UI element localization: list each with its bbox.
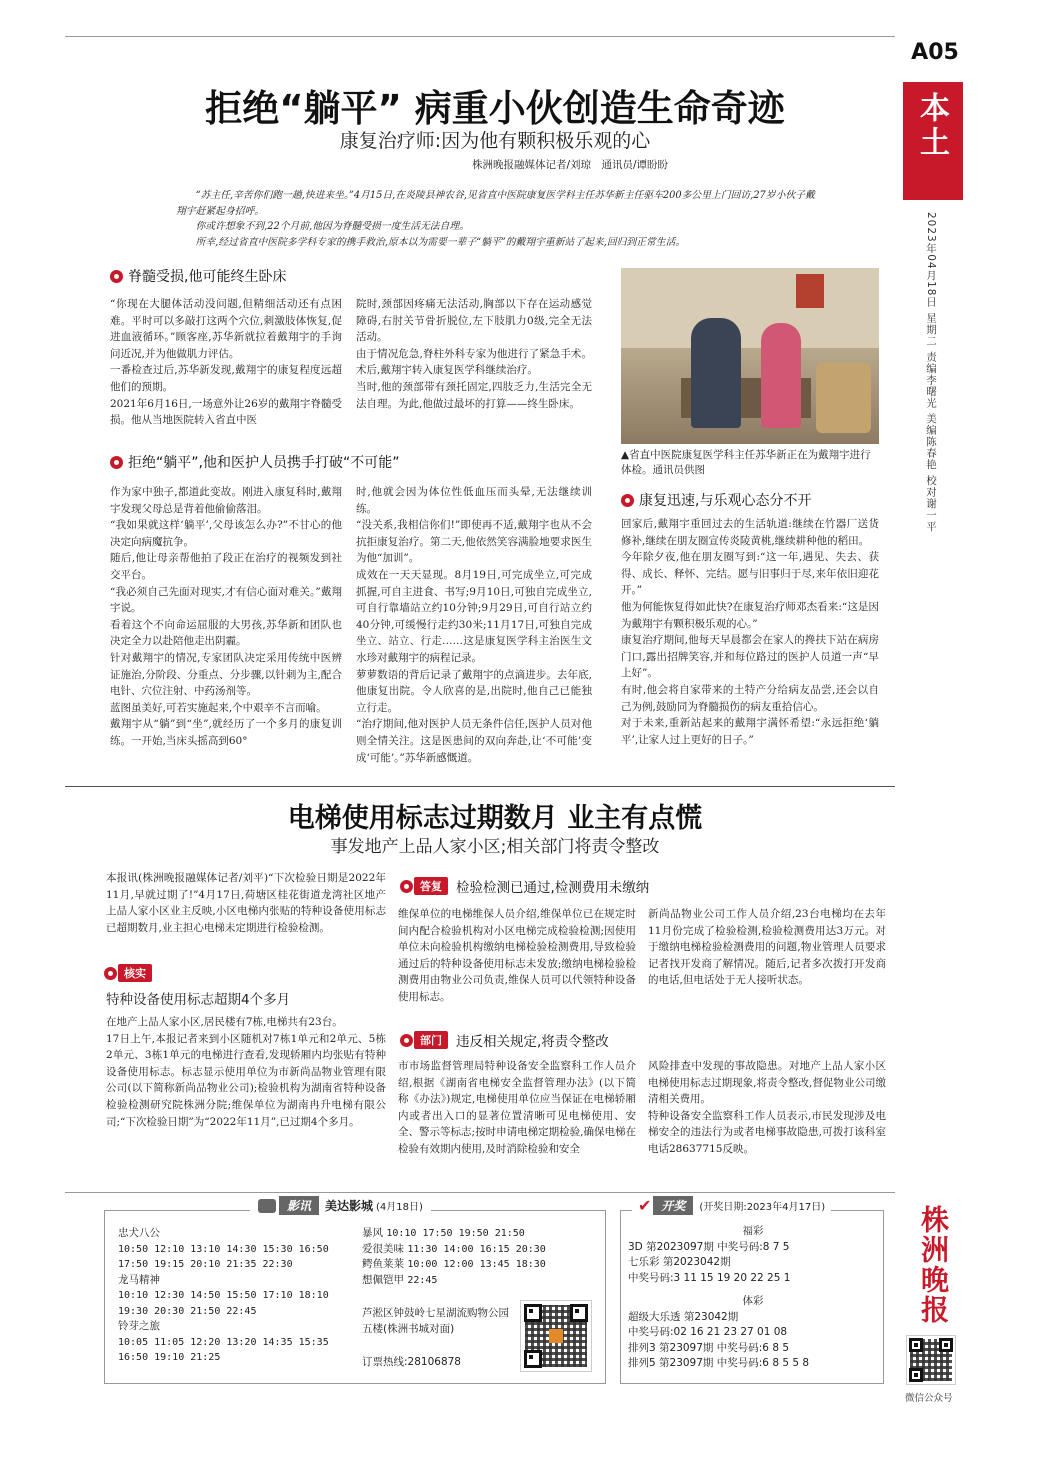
photo-chair: [816, 363, 871, 433]
movie-title: 鳄鱼莱莱: [362, 1258, 404, 1270]
lottery-date: (开奖日期:2023年4月17日): [699, 1202, 826, 1213]
qr-finder: [909, 1368, 923, 1382]
page-number: A05: [911, 40, 959, 65]
cinema-left-list: [118, 1226, 358, 1366]
cinema-name: 美达影城: [325, 1199, 374, 1213]
cinema-hotline: 订票热线:28106878: [362, 1356, 461, 1368]
qr-center-logo: [549, 1329, 563, 1343]
verify-tag: 核实: [118, 964, 152, 982]
movie-row: [362, 1242, 598, 1258]
reply-col1: 维保单位的电梯维保人员介绍,维保单位已在规定时间内配合检验机构对小区电梯完成检验检测;因使用单位未向检验机构缴纳电梯检验检测费用,导致检验通过后的特种设备使用标志未发放;缴纳电梯检验检测费用由物业公司负责,维保人员可以代领特种设备使用标志。: [398, 908, 636, 1003]
qr-finder: [524, 1304, 542, 1322]
wechat-label: 微信公众号: [905, 1393, 953, 1404]
article1-photo: [621, 268, 879, 444]
bullet-icon: [400, 880, 413, 893]
article2-headline: 电梯使用标志过期数月 业主有点慌: [287, 803, 703, 834]
lead-paragraph: 所幸,经过省直中医院多学科专家的携手救治,原本以为需要一辈子“躺平”的戴翔宇重新站了起来,回归到正常生活。: [195, 236, 686, 248]
photo-caption: ▲省直中医院康复医学科主任苏华新正在为戴翔宇进行体检。通讯员供图: [621, 449, 871, 476]
bullet-icon: [104, 967, 117, 980]
article1-headline: 拒绝“躺平” 病重小伙创造生命奇迹: [205, 87, 785, 130]
movie-times: 10:10 12:30 14:50 15:50 17:10 18:10 19:30 20:30 21:50 22:45: [118, 1290, 329, 1317]
lead-paragraph: “苏主任,辛苦你们跑一趟,快进来坐。”4月15日,在炎陵县神农谷,见省直中医院康复医学科主任苏华新主任驱车200多公里上门回访,27岁小伙子戴翔宇赶紧起身招呼。: [176, 190, 815, 217]
lottery-line: 排列3 第23097期 中奖号码:6 8 5: [628, 1341, 790, 1354]
movie-row: [362, 1257, 598, 1273]
photo-person-left: [691, 318, 741, 428]
welfare-title: 福彩: [742, 1225, 764, 1237]
lottery-line: 七乐彩 第2023042期: [628, 1256, 731, 1268]
section2-heading: [110, 452, 399, 472]
section-label: 本土: [914, 92, 949, 160]
qr-finder: [939, 1338, 953, 1352]
section1-col1: “你现在大腿体活动没问题,但精细活动还有点困难。平时可以多敲打这两个穴位,刺激肢体恢复,促进血液循环。”顾客座,苏华新就拉着戴翔宇的手询问近况,并为他做肌力评估。 一番检查过后,苏华新发现,戴翔宇的康复程度远超他们的预期。 2021年6月16日,一场意外让26岁的戴翔宇脊髓受损。他从当地医院转入省直中医: [110, 298, 342, 427]
verify-title: 特种设备使用标志超期4个多月: [106, 992, 291, 1008]
photo-poster: [796, 274, 824, 308]
dept-col1: 市市场监督管理局特种设备安全监察科工作人员介绍,根据《湖南省电梯安全监督管理办法》(以下简称《办法》)规定,电梯使用单位应当保证在电梯轿厢内或者出入口的显著位置清晰可见电梯使用、安全、警示等标志;按时申请电梯定期检验,确保电梯在检验有效期内使用,及时消除检验和安全: [398, 1060, 636, 1155]
bullet-icon: [400, 1034, 413, 1047]
wechat-qr-code: [906, 1335, 956, 1385]
movie-title: 爱很美味: [362, 1242, 404, 1255]
edition-info: 2023年04月18日 星期二 责编李曙光 美编陈春艳 校对谢一平: [925, 212, 937, 533]
article1-byline: 株洲晚报融媒体记者/刘琼 通讯员/谭盼盼: [471, 159, 669, 171]
dept-title: 违反相关规定,将责令整改: [456, 1034, 609, 1050]
movie-times: 10:10 17:50 19:50 21:50: [386, 1228, 525, 1239]
section1-heading: [110, 266, 286, 286]
lottery-line: 超级大乐透 第23042期: [628, 1310, 739, 1323]
qr-finder: [524, 1350, 542, 1368]
lottery-line: 3D 第2023097期 中奖号码:8 7 5: [628, 1240, 790, 1253]
section2-title: 拒绝“躺平”,他和医护人员携手打破“不可能”: [128, 455, 400, 471]
lottery-line: 中奖号码:02 16 21 23 27 01 08: [628, 1326, 788, 1338]
dept-col2: 风险排查中发现的事故隐患。对地产上品人家小区电梯使用标志过期现象,将责令整改,督促物业公司缴清相关费用。 特种设备安全监察科工作人员表示,市民发现涉及电梯安全的违法行为或者电梯事故隐患,可拨打该科室电话28637715反映。: [648, 1060, 886, 1155]
lead-paragraph: 你或许想象不到,22个月前,他因为脊髓受损一度生活无法自理。: [195, 221, 470, 233]
cinema-badge: 影讯: [279, 1196, 319, 1215]
paper-logo: 株洲晚报: [917, 1205, 950, 1325]
qr-finder: [570, 1304, 588, 1322]
verify-heading: [104, 964, 160, 982]
movie-title: 暴风: [362, 1227, 383, 1239]
lottery-badge: 开奖: [653, 1196, 693, 1215]
lottery-line: 中奖号码:3 11 15 19 20 22 25 1: [628, 1271, 791, 1284]
movie-times: 10:50 12:10 13:10 14:30 15:30 16:50 17:50 19:15 20:10 21:35 22:30: [118, 1243, 329, 1270]
welfare-lottery: [628, 1224, 878, 1286]
cinema-date: (4月18日): [376, 1202, 423, 1213]
photo-wall: [621, 268, 879, 348]
movie-times: 10:00 12:00 13:45 18:30: [407, 1259, 546, 1270]
section3-title: 康复迅速,与乐观心态分不开: [639, 493, 812, 509]
reply-col2: 新尚品物业公司工作人员介绍,23台电梯均在去年11月份完成了检验检测,检验检测费用达3万元。对于缴纳电梯检验检测费用的问题,物业管理人员要求记者找开发商了解情况。随后,记者多次拨打开发商的电话,但电话处于无人接听状态。: [648, 908, 886, 987]
movie-times: 10:05 11:05 12:20 13:20 14:35 15:35 16:50 19:10 21:25: [118, 1336, 329, 1363]
lottery-header: [632, 1196, 831, 1215]
article2-intro: 本报讯(株洲晚报融媒体记者/刘平)“下次检验日期是2022年11月,早就过期了!”4月17日,荷塘区桂花街道龙湾社区地产上品人家小区业主反映,小区电梯内张贴的特种设备使用标志已超期数月,业主担心电梯未定期进行检验检测。: [106, 872, 386, 934]
dept-tag: 部门: [414, 1031, 448, 1049]
photo-person-right: [761, 323, 801, 428]
reply-tag: 答复: [414, 877, 448, 895]
movie-title: 想佩铠甲: [362, 1273, 404, 1286]
verify-text: 在地产上品人家小区,居民楼有7栋,电梯共有23台。 17日上午,本报记者来到小区随机对7栋1单元和2单元、5栋2单元、3栋1单元的电梯进行查看,发现轿厢内均张贴有特种设备使用标志。标志显示使用单位为市新尚品物业管理有限公司(以下简称新尚品物业公司);检验机构为湖南省特种设备检验检测研究院株洲分院;维保单位为湖南冉升电梯有限公司;“下次检验日期”为“2022年11月”,已过期4个多月。: [106, 1016, 386, 1128]
bottom-divider: [65, 1192, 895, 1193]
section3-col: 回家后,戴翔宇重回过去的生活轨道:继续在竹器厂送货修补,继续在朋友圈宣传炎陵黄桃,继续耕种他的稻田。 今年除夕夜,他在朋友圈写到:“这一年,遇见、失去、获得、成长、释怀、完结。愿与旧事归于尽,来年依旧迎花开。” 他为何能恢复得如此快?在康复治疗师邓杰看来:“这是因为戴翔宇有颗积极乐观的心。” 康复治疗期间,他每天早晨都会在家人的搀扶下站在病房门口,露出招牌笑容,并和每位路过的医护人员道一声“早上好”。 有时,他会将自家带来的土特产分给病友品尝,还会以自己为例,鼓励同为脊髓损伤的病友重拾信心。 对于未来,重新站起来的戴翔宇满怀希望:“永远拒绝‘躺平’,让家人过上更好的日子。”: [621, 518, 879, 746]
article-divider: [65, 786, 895, 787]
bullet-icon: [621, 494, 634, 507]
bullet-icon: [110, 270, 123, 283]
article1-lead: [176, 188, 816, 250]
section2-col2: 时,他就会因为体位性低血压而头晕,无法继续训练。 “没关系,我相信你们!”即使再不适,戴翔宇也从不会抗拒康复治疗。第二天,他依然笑容满脸地要求医生为他“加训”。 成效在一天天显现。8月19日,可完成坐立,可完成抓握,可自主进食、书写;9月10日,可独自完成坐立,可自行靠墙站立约10分钟;9月29日,可自行站立约40分钟,可缓慢行走约30米;11月17日,可独自完成坐立、站立、行走……这是康复医学科主治医生文水珍对戴翔宇的病程记录。 萝萝数语的背后记录了戴翔宇的点滴进步。去年底,他康复出院。令人欣喜的是,出院时,他自己已能独立行走。 “治疗期间,他对医护人员无条件信任,医护人员对他则全情关注。这是医患间的双向奔赴,让‘不可能’变成‘可能’。”苏华新感慨道。: [356, 486, 592, 764]
movie-title: 龙马精神: [118, 1273, 160, 1286]
qr-finder: [909, 1338, 923, 1352]
dept-heading: [400, 1030, 609, 1050]
film-icon: [258, 1199, 276, 1213]
reply-heading: [400, 876, 649, 896]
movie-times: 11:30 14:00 16:15 20:30: [407, 1243, 546, 1255]
sports-lottery: [628, 1294, 878, 1372]
top-rule: [65, 36, 895, 37]
section1-col2: 院时,颈部因疼痛无法活动,胸部以下存在运动感觉障碍,右肘关节骨折脱位,左下肢肌力0级,完全无法活动。 由于情况危急,脊柱外科专家为他进行了紧急手术。术后,戴翔宇转入康复医学科继续治疗。 当时,他的颈部带有颈托固定,四肢乏力,生活完全无法自理。为此,他做过最坏的打算——终生卧床。: [356, 298, 592, 410]
cinema-right-list: [362, 1226, 598, 1288]
movie-times: 22:45: [407, 1274, 438, 1286]
section-tab: [903, 82, 963, 200]
movie-row: [362, 1226, 598, 1242]
article2-subheadline: 事发地产上品人家小区;相关部门将责令整改: [330, 837, 660, 857]
section3-heading: [621, 490, 811, 510]
reply-title: 检验检测已通过,检测费用未缴纳: [456, 880, 650, 896]
movie-row: [362, 1273, 598, 1289]
movie-title: 铃芽之旅: [118, 1320, 160, 1332]
lottery-line: 排列5 第23097期 中奖号码:6 8 5 5 8: [628, 1357, 810, 1369]
movie-title: 忠犬八公: [118, 1227, 160, 1239]
cinema-address: 芦淞区钟鼓岭七星湖流购物公园五楼(株洲书城对面): [362, 1307, 509, 1335]
article1-subheadline: 康复治疗师:因为他有颗积极乐观的心: [339, 130, 651, 152]
sports-title: 体彩: [742, 1295, 764, 1307]
cinema-header: [250, 1196, 431, 1215]
section1-title: 脊髓受损,他可能终生卧床: [128, 269, 287, 285]
check-icon: ✔: [638, 1196, 652, 1215]
bullet-icon: [110, 456, 123, 469]
section2-col1: 作为家中独子,都道此变故。刚进入康复科时,戴翔宇发现父母总是背着他偷偷落泪。 “我如果就这样‘躺平’,父母该怎么办?”不甘心的他决定向病魔抗争。 随后,他让母亲帮他拍了段正在治疗的视频发到社交平台。 “我必须自己先面对现实,才有信心面对难关。”戴翔宇说。 看着这个不向命运屈服的大男孩,苏华新和团队也决定全力以赴陪他走出阴霾。 针对戴翔宇的情况,专家团队决定采用传统中医辨证施治,分阶段、分重点、分步骤,以针刺为主,配合电针、穴位注射、中药汤剂等。 蓝图虽美好,可若实施起来,个中艰辛不言而喻。 戴翔宇从“躺”到“坐”,就经历了一个多月的康复训练。一开始,当床头摇高到60°: [110, 486, 342, 747]
cinema-qr-code: [520, 1300, 592, 1372]
